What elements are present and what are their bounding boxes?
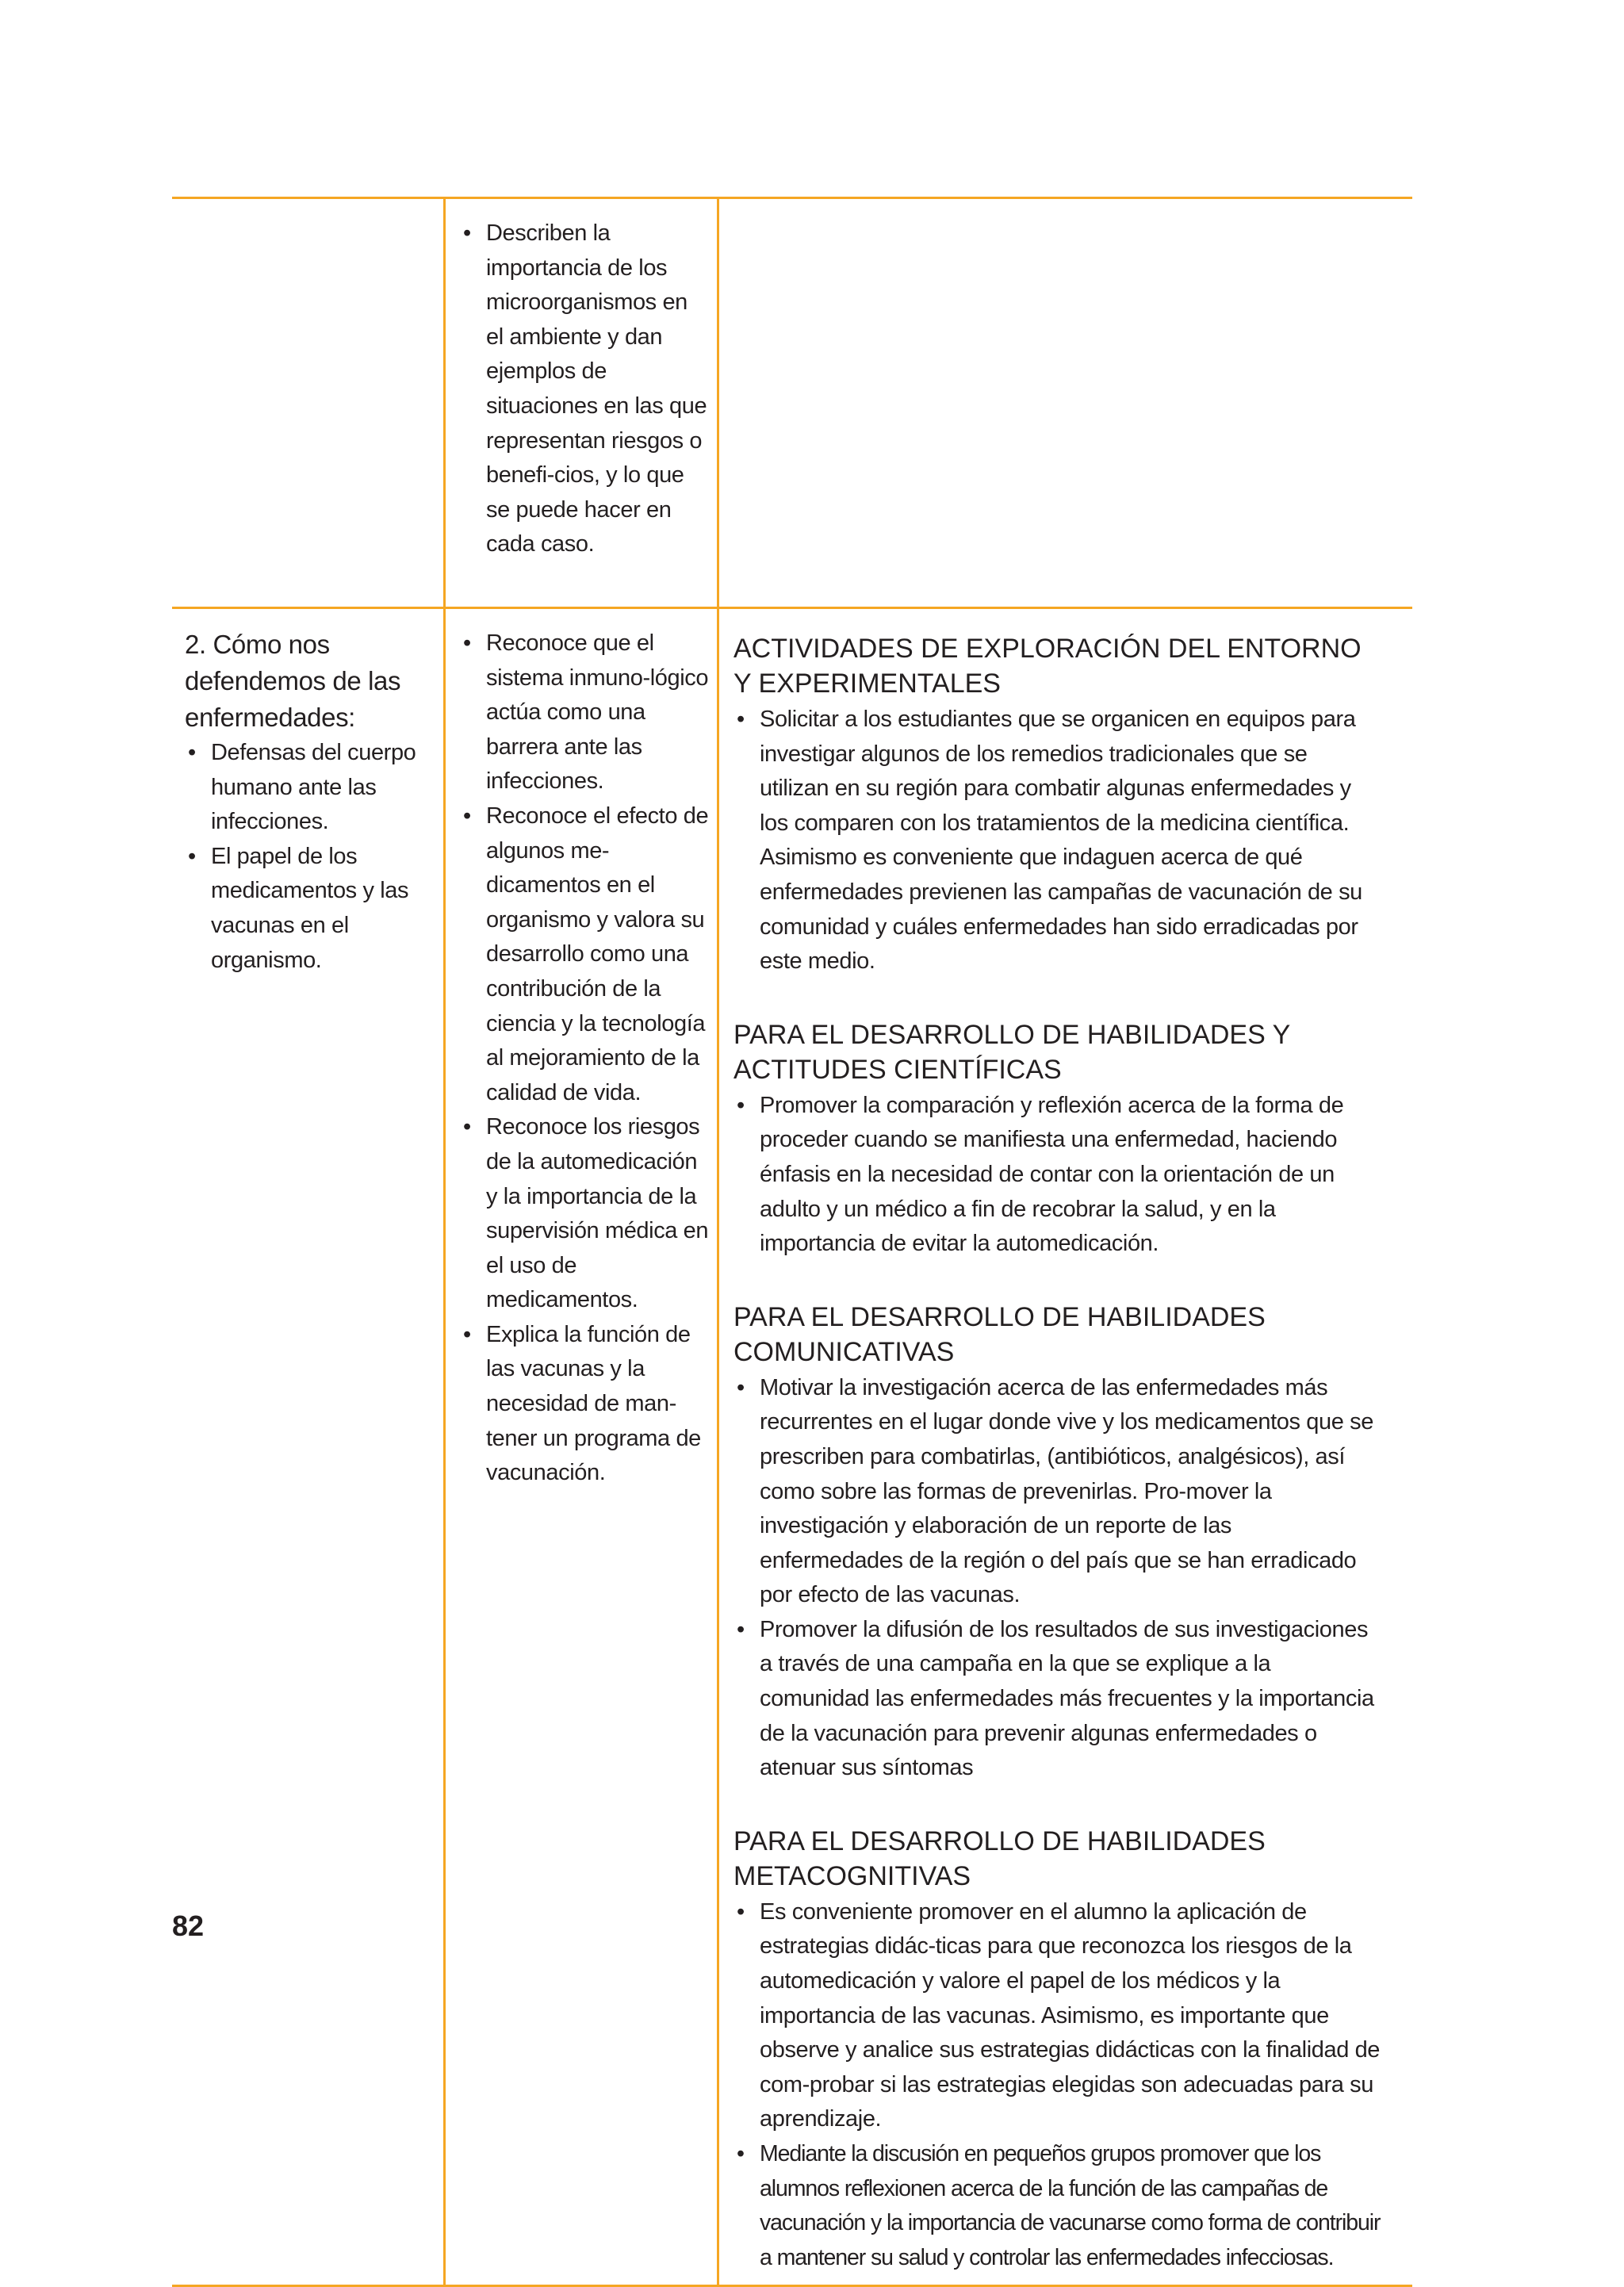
activity-list xyxy=(733,1089,1381,1262)
activity-list xyxy=(733,1895,1381,2276)
list-item: • Promover la comparación y reflexión acerca de la forma de proceder cuando se manifiesta una enfermedad, haciendo énfasis en la necesidad de contar con la orientación de un adulto y un médico a fin de recobrar la salud, y en la importancia de evitar la automedicación. xyxy=(733,1089,1381,1262)
table-row xyxy=(172,608,1412,2286)
outcomes-list xyxy=(460,626,710,1491)
section-communication-skills xyxy=(733,1300,1381,1786)
learning-outcomes-cell xyxy=(445,198,718,608)
bullet-icon: • xyxy=(737,1092,745,1118)
activities-cell xyxy=(718,608,1413,2286)
section-scientific-skills xyxy=(733,1017,1381,1262)
list-item: • Solicitar a los estudiantes que se organicen en equipos para investigar algunos de los remedios tradicionales que se utilizan en su región para combatir algunas enfermedades y los comparen con los tratamientos de la medicina científica. Asimismo es conveniente que indaguen acerca de qué enfermedades previenen las campañas de vacunación de su comunidad y cuáles enfermedades han sido erradicadas por este medio. xyxy=(733,703,1381,979)
list-item: • Promover la difusión de los resultados de sus investigaciones a través de una campaña en la que se explique a la comunidad las enfermedades más frecuentes y la importancia de la vacunación para prevenir algunas enfermedades o atenuar sus síntomas xyxy=(733,1613,1381,1786)
section-heading: ACTIVIDADES DE EXPLORACIÓN DEL ENTORNO Y EXPERIMENTALES xyxy=(733,634,1362,699)
list-item: • Reconoce el efecto de algunos me-dicamentos en el organismo y valora su desarrollo como una contribución de la ciencia y la tecnología al mejoramiento de la calidad de vida. xyxy=(460,799,710,1110)
list-item: • Explica la función de las vacunas y la necesidad de man-tener un programa de vacunación. xyxy=(460,1318,710,1491)
bullet-icon: • xyxy=(737,1374,745,1400)
bullet-icon: • xyxy=(463,630,471,656)
activities-cell-empty xyxy=(718,198,1413,608)
section-heading: PARA EL DESARROLLO DE HABILIDADES Y ACTITUDES CIENTÍFICAS xyxy=(733,1019,1290,1085)
list-item: • Describen la importancia de los microorganismos en el ambiente y dan ejemplos de situaciones en las que representan riesgos o benefi-cios, y lo que se puede hacer en cada caso. xyxy=(460,216,710,562)
activity-list xyxy=(733,703,1381,979)
bullet-icon: • xyxy=(737,1616,745,1642)
list-item: • Es conveniente promover en el alumno la aplicación de estrategias didác-ticas para que reconozca los riesgos de la automedicación y valore el papel de los médicos y la importancia de las vacunas. Asimismo, es importante que observe y analice sus estrategias didácticas con la finalidad de com-probar si las estrategias elegidas son adecuadas para su aprendizaje. xyxy=(733,1895,1381,2137)
section-heading: PARA EL DESARROLLO DE HABILIDADES COMUNICATIVAS xyxy=(733,1301,1266,1367)
bullet-icon: • xyxy=(463,1321,471,1347)
list-item: • Reconoce los riesgos de la automedicación y la importancia de la supervisión médica en el uso de medicamentos. xyxy=(460,1110,710,1318)
topic-title: 2. Cómo nos defendemos de las enfermedades: xyxy=(185,630,401,732)
list-item: • Mediante la discusión en pequeños grupos promover que los alumnos reflexionen acerca de la función de las campañas de vacunación y la importancia de vacunarse como forma de contribuir a mantener su salud y controlar las enfermedades infecciosas. xyxy=(733,2137,1381,2275)
topic-cell-empty xyxy=(172,198,445,608)
learning-outcomes-cell xyxy=(445,608,718,2286)
bullet-icon: • xyxy=(463,803,471,829)
list-item: • Reconoce que el sistema inmuno-lógico actúa como una barrera ante las infecciones. xyxy=(460,626,710,799)
bullet-icon: • xyxy=(737,1898,745,1925)
bullet-icon: • xyxy=(188,740,196,765)
bullet-icon: • xyxy=(188,843,196,869)
section-heading: PARA EL DESARROLLO DE HABILIDADES METACOGNITIVAS xyxy=(733,1825,1266,1891)
bullet-icon: • xyxy=(737,707,745,732)
page-number: 82 xyxy=(172,1910,205,1942)
table-row xyxy=(172,198,1412,608)
section-exploration xyxy=(733,631,1381,979)
list-item: • Motivar la investigación acerca de las enfermedades más recurrentes en el lugar donde vive y los medicamentos que se prescriben para combatirlas, (antibióticos, analgésicos), así como sobre las formas de prevenirlas. Pro-mover la investigación y elaboración de un reporte de las enfermedades de la región o del país que se han erradicado por efecto de las vacunas. xyxy=(733,1371,1381,1613)
section-metacognitive-skills xyxy=(733,1824,1381,2276)
bullet-icon: • xyxy=(463,220,471,246)
bullet-icon: • xyxy=(737,2141,744,2166)
activity-list xyxy=(733,1371,1381,1786)
list-item: • Defensas del cuerpo humano ante las infecciones. xyxy=(185,736,435,840)
list-item: • El papel de los medicamentos y las vacunas en el organismo. xyxy=(185,840,435,978)
topic-list xyxy=(185,736,435,978)
outcomes-list xyxy=(460,216,710,562)
curriculum-table xyxy=(172,197,1412,2287)
bullet-icon: • xyxy=(463,1114,471,1140)
topic-cell xyxy=(172,608,445,2286)
